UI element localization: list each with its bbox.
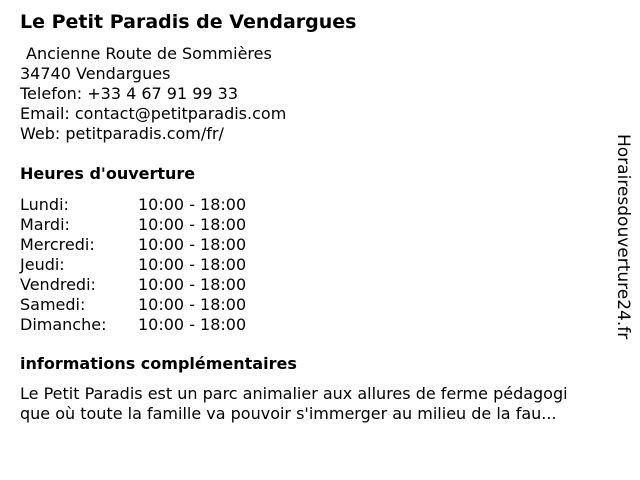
watermark-text: Horairesdouverture24.fr	[613, 134, 633, 340]
email-text: Email: contact@petitparadis.com	[20, 104, 287, 123]
address-street: Ancienne Route de Sommières	[26, 44, 272, 63]
info-heading: informations complémentaires	[20, 354, 297, 373]
hours-row-monday	[20, 195, 278, 215]
info-text	[20, 384, 620, 424]
time-range: 10:00 - 18:00	[138, 295, 247, 314]
address-city: 34740 Vendargues	[20, 64, 171, 83]
day-label: Jeudi:	[20, 255, 65, 274]
hours-heading: Heures d'ouverture	[20, 164, 196, 183]
hours-row-friday	[20, 275, 278, 295]
time-range: 10:00 - 18:00	[138, 315, 247, 334]
time-range: 10:00 - 18:00	[138, 275, 247, 294]
hours-row-sunday	[20, 315, 278, 335]
watermark	[612, 134, 634, 374]
time-range: 10:00 - 18:00	[138, 255, 247, 274]
hours-row-tuesday	[20, 215, 278, 235]
info-text-line: Le Petit Paradis est un parc animalier aux allures de ferme pédagogi	[20, 384, 568, 403]
time-range: 10:00 - 18:00	[138, 195, 247, 214]
web-text: Web: petitparadis.com/fr/	[20, 124, 224, 143]
hours-row-saturday	[20, 295, 278, 315]
day-label: Dimanche:	[20, 315, 107, 334]
day-label: Mardi:	[20, 215, 70, 234]
hours-row-thursday	[20, 255, 278, 275]
page-title: Le Petit Paradis de Vendargues	[20, 11, 357, 33]
day-label: Samedi:	[20, 295, 86, 314]
day-label: Mercredi:	[20, 235, 95, 254]
info-text-line: que où toute la famille va pouvoir s'immerger au milieu de la fau...	[20, 404, 557, 423]
time-range: 10:00 - 18:00	[138, 215, 247, 234]
time-range: 10:00 - 18:00	[138, 235, 247, 254]
hours-row-wednesday	[20, 235, 278, 255]
day-label: Vendredi:	[20, 275, 96, 294]
phone-text: Telefon: +33 4 67 91 99 33	[20, 84, 239, 103]
address-block	[20, 44, 286, 144]
day-label: Lundi:	[20, 195, 69, 214]
hours-table	[20, 195, 278, 335]
